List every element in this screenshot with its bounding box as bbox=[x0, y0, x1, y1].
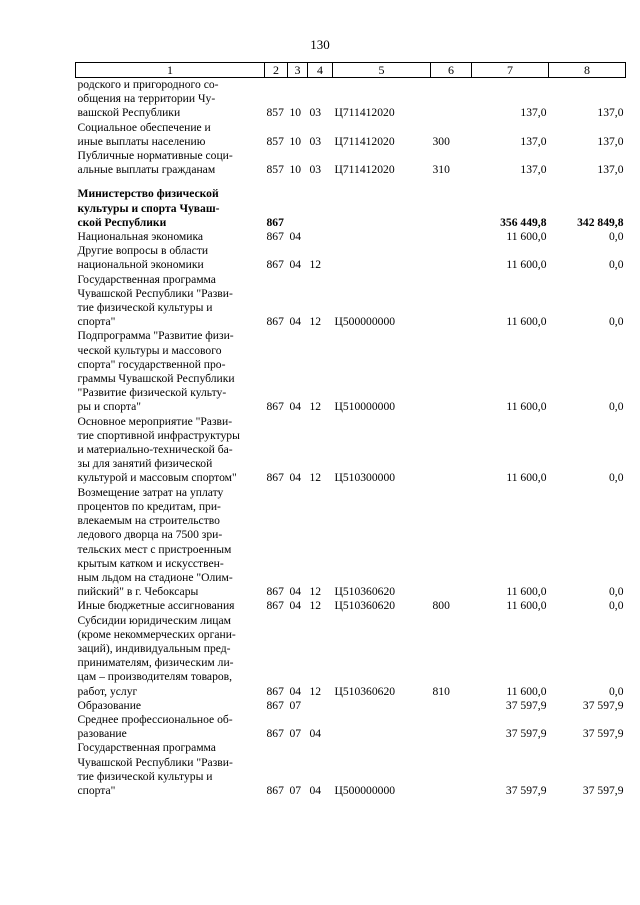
row-subsection: 12 bbox=[309, 599, 322, 613]
table-row bbox=[76, 486, 626, 600]
row-ministry-code: 867 bbox=[266, 684, 284, 698]
table-row bbox=[76, 415, 626, 486]
row-name: Другие вопросы в области национальной экономики bbox=[77, 244, 209, 272]
header-row bbox=[76, 63, 626, 78]
row-amount-2: 137,0 bbox=[597, 163, 624, 177]
row-expense-type bbox=[431, 187, 472, 230]
row-subsection: 12 bbox=[309, 400, 322, 414]
row-amount-1: 37 597,9 bbox=[505, 698, 547, 712]
row-amount-1: 11 600,0 bbox=[506, 400, 547, 414]
row-subsection: 12 bbox=[309, 684, 322, 698]
row-subsection: 03 bbox=[309, 106, 322, 120]
row-amount-2: 137,0 bbox=[597, 134, 624, 148]
row-name: Публичные нормативные соци- альные выплаты гражданам bbox=[77, 149, 233, 177]
row-amount-1: 356 449,8 bbox=[500, 215, 547, 229]
row-subsection: 12 bbox=[309, 315, 322, 329]
row-ministry-code: 867 bbox=[266, 400, 284, 414]
row-amount-2: 0,0 bbox=[609, 400, 624, 414]
row-target-article: Ц510300000 bbox=[334, 471, 396, 485]
table-row bbox=[76, 230, 626, 244]
table-body bbox=[76, 78, 626, 799]
row-amount-2: 137,0 bbox=[597, 106, 624, 120]
row-amount-2: 0,0 bbox=[609, 684, 624, 698]
row-subsection: 04 bbox=[309, 783, 322, 797]
row-target-article: Ц711412020 bbox=[334, 106, 395, 120]
row-amount-1: 37 597,9 bbox=[505, 783, 547, 797]
row-ministry-code: 867 bbox=[266, 258, 284, 272]
row-section: 10 bbox=[289, 134, 302, 148]
spacer-cell bbox=[76, 177, 626, 187]
row-name: Субсидии юридическим лицам (кроме некоммерческих органи- заций), индивидуальным пред- принимателям, физическим ли- цам – производителям товаров, работ, услуг bbox=[77, 613, 236, 698]
row-expense-type bbox=[431, 244, 472, 272]
row-subsection bbox=[308, 187, 333, 230]
row-amount-1: 11 600,0 bbox=[506, 258, 547, 272]
row-amount-1: 11 600,0 bbox=[506, 599, 547, 613]
row-name: Подпрограмма "Развитие физи- ческой культуры и массового спорта" государственной про- граммы Чувашской Республики "Развитие физической культу- ры и спорта" bbox=[77, 329, 235, 414]
row-ministry-code: 867 bbox=[266, 727, 284, 741]
row-name: Министерство физической культуры и спорта Чуваш- ской Республики bbox=[77, 187, 220, 229]
table-row bbox=[76, 187, 626, 230]
row-expense-type: 310 bbox=[432, 163, 450, 177]
row-ministry-code: 857 bbox=[266, 134, 284, 148]
row-ministry-code: 867 bbox=[266, 698, 284, 712]
row-section: 04 bbox=[289, 258, 302, 272]
row-ministry-code: 867 bbox=[266, 315, 284, 329]
row-expense-type bbox=[431, 273, 472, 330]
table-row bbox=[76, 149, 626, 177]
row-expense-type: 300 bbox=[432, 134, 450, 148]
table-row bbox=[76, 273, 626, 330]
row-amount-2: 0,0 bbox=[609, 258, 624, 272]
header-col-5: 5 bbox=[333, 63, 431, 78]
row-ministry-code: 857 bbox=[266, 163, 284, 177]
row-subsection: 03 bbox=[309, 134, 322, 148]
row-ministry-code: 867 bbox=[266, 585, 284, 599]
header-col-2: 2 bbox=[265, 63, 288, 78]
table-row bbox=[76, 614, 626, 699]
row-section: 04 bbox=[289, 315, 302, 329]
row-amount-1: 11 600,0 bbox=[506, 684, 547, 698]
header-col-6: 6 bbox=[431, 63, 472, 78]
row-target-article: Ц510000000 bbox=[334, 400, 396, 414]
row-section: 04 bbox=[289, 599, 302, 613]
row-expense-type bbox=[431, 329, 472, 414]
row-target-article bbox=[333, 699, 431, 713]
row-subsection: 12 bbox=[309, 258, 322, 272]
table-row bbox=[76, 713, 626, 741]
table-row bbox=[76, 78, 626, 121]
row-ministry-code: 867 bbox=[266, 230, 284, 244]
row-section: 04 bbox=[289, 585, 302, 599]
header-col-8: 8 bbox=[549, 63, 626, 78]
row-expense-type: 810 bbox=[432, 684, 450, 698]
row-expense-type bbox=[431, 78, 472, 121]
row-expense-type bbox=[431, 699, 472, 713]
row-ministry-code: 867 bbox=[266, 471, 284, 485]
budget-table bbox=[75, 62, 626, 798]
row-amount-1: 137,0 bbox=[520, 134, 547, 148]
row-amount-1: 11 600,0 bbox=[506, 315, 547, 329]
row-subsection: 04 bbox=[309, 727, 322, 741]
row-amount-1: 37 597,9 bbox=[505, 727, 547, 741]
row-target-article: Ц711412020 bbox=[334, 163, 395, 177]
table-row bbox=[76, 244, 626, 272]
row-ministry-code: 867 bbox=[266, 783, 284, 797]
spacer-row bbox=[76, 177, 626, 187]
row-amount-1: 11 600,0 bbox=[506, 471, 547, 485]
row-amount-1: 137,0 bbox=[520, 163, 547, 177]
row-target-article bbox=[333, 187, 431, 230]
row-amount-2: 37 597,9 bbox=[582, 783, 624, 797]
row-target-article: Ц510360620 bbox=[334, 585, 396, 599]
row-section: 04 bbox=[289, 230, 302, 244]
row-amount-2: 0,0 bbox=[609, 315, 624, 329]
row-amount-2: 0,0 bbox=[609, 230, 624, 244]
row-target-article: Ц500000000 bbox=[334, 315, 396, 329]
row-target-article: Ц510360620 bbox=[334, 684, 396, 698]
row-amount-2: 37 597,9 bbox=[582, 698, 624, 712]
table-row bbox=[76, 741, 626, 798]
row-amount-2: 0,0 bbox=[609, 599, 624, 613]
row-section: 04 bbox=[289, 471, 302, 485]
table-row bbox=[76, 599, 626, 613]
row-name: Государственная программа Чувашской Республики "Разви- тие физической культуры и спорта" bbox=[77, 272, 233, 329]
row-amount-1: 11 600,0 bbox=[506, 585, 547, 599]
row-expense-type: 800 bbox=[432, 599, 450, 613]
row-expense-type bbox=[431, 741, 472, 798]
row-target-article: Ц500000000 bbox=[334, 783, 396, 797]
row-name: Основное мероприятие "Разви- тие спортивной инфраструктуры и материально-технической ба- зы для занятий физической культурой и массовым спортом" bbox=[77, 414, 240, 485]
row-amount-1: 137,0 bbox=[520, 106, 547, 120]
row-section: 10 bbox=[289, 163, 302, 177]
row-subsection: 03 bbox=[309, 163, 322, 177]
row-subsection bbox=[308, 699, 333, 713]
header-col-1: 1 bbox=[76, 63, 265, 78]
row-name: Социальное обеспечение и иные выплаты населению bbox=[77, 120, 211, 148]
row-target-article: Ц510360620 bbox=[334, 599, 396, 613]
row-ministry-code: 867 bbox=[266, 599, 284, 613]
row-name: родского и пригородного со- общения на территории Чу- вашской Республики bbox=[77, 78, 219, 120]
row-expense-type bbox=[431, 415, 472, 486]
row-ministry-code: 857 bbox=[266, 106, 284, 120]
row-amount-2: 0,0 bbox=[609, 585, 624, 599]
row-section: 04 bbox=[289, 400, 302, 414]
page-number: 130 bbox=[310, 37, 330, 52]
row-name: Национальная экономика bbox=[77, 230, 204, 244]
row-section bbox=[288, 187, 308, 230]
row-name: Среднее профессиональное об- разование bbox=[77, 712, 233, 741]
row-amount-1: 11 600,0 bbox=[506, 230, 547, 244]
table-row bbox=[76, 699, 626, 713]
table-row bbox=[76, 121, 626, 149]
row-target-article bbox=[333, 230, 431, 244]
row-target-article bbox=[333, 713, 431, 741]
row-subsection bbox=[308, 230, 333, 244]
row-amount-2: 342 849,8 bbox=[577, 215, 624, 229]
row-expense-type bbox=[431, 713, 472, 741]
table-row bbox=[76, 329, 626, 414]
row-ministry-code: 867 bbox=[266, 215, 284, 229]
row-name: Государственная программа Чувашской Республики "Разви- тие физической культуры и спорта" bbox=[77, 741, 233, 797]
header-col-4: 4 bbox=[308, 63, 333, 78]
row-name: Иные бюджетные ассигнования bbox=[77, 599, 235, 613]
row-section: 10 bbox=[289, 106, 302, 120]
row-expense-type bbox=[431, 230, 472, 244]
row-name: Возмещение затрат на уплату процентов по кредитам, при- влекаемым на строительство ледового дворца на 7500 зри- тельских мест с пристроенным крытым катком и искусствен- ным льдом на стадионе "Олим- пийский" в г. Чебоксары bbox=[77, 485, 233, 599]
header-col-3: 3 bbox=[288, 63, 308, 78]
row-subsection: 12 bbox=[309, 471, 322, 485]
row-target-article bbox=[333, 244, 431, 272]
header-col-7: 7 bbox=[472, 63, 549, 78]
row-name: Образование bbox=[77, 698, 142, 712]
row-target-article: Ц711412020 bbox=[334, 134, 395, 148]
row-section: 04 bbox=[289, 684, 302, 698]
row-amount-2: 0,0 bbox=[609, 471, 624, 485]
row-expense-type bbox=[431, 486, 472, 600]
row-section: 07 bbox=[289, 727, 302, 741]
row-amount-2: 37 597,9 bbox=[582, 727, 624, 741]
row-subsection: 12 bbox=[309, 585, 322, 599]
row-section: 07 bbox=[289, 783, 302, 797]
row-section: 07 bbox=[289, 698, 302, 712]
